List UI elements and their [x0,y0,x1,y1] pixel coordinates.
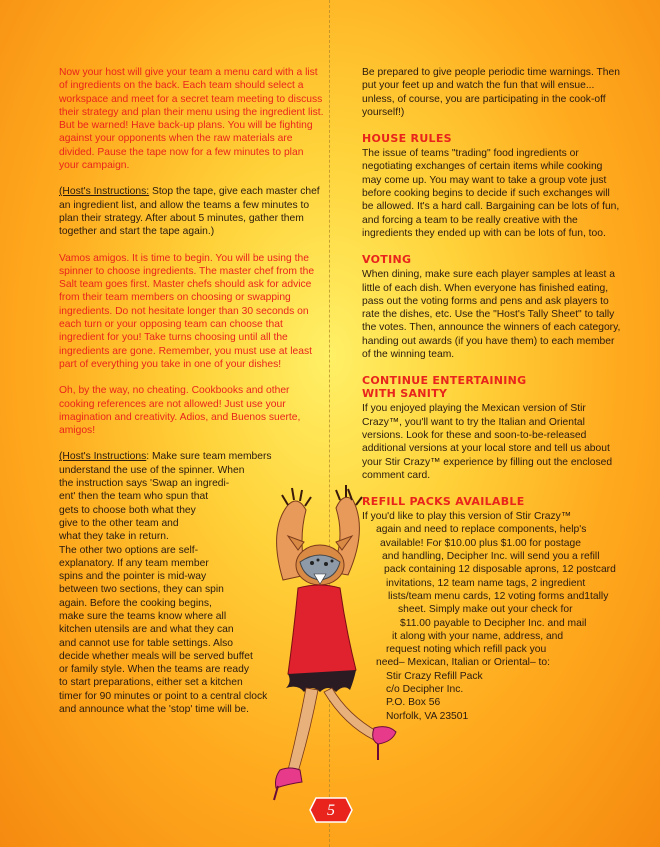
host2-line: spins and the pointer is mid-way [59,571,207,583]
continue-heading-line1: CONTINUE ENTERTAINING [362,374,527,388]
refill-line: lists/team menu cards, 12 voting forms and1tally [388,590,609,602]
intro-paragraph: Now your host will give your team a menu card with a list of ingredients on the back. Each team should select a workspace and meet for a secret team meeting to discuss their strategy and plan their menu using the ingredient list. But be warned! Have back-up plans. You will be fighting against your opponents when the raw materials are divided. Pause the tape now for a few minutes to plan your campaign. [59,67,324,172]
refill-line: request noting which refill pack you [386,644,547,656]
host-instructions-2-label: (Host's Instructions [59,451,147,463]
refill-line: and handling, Decipher Inc. will send you a refill [382,551,600,563]
voting-heading: VOTING [362,253,412,267]
host2-line: again. Before the cooking begins, [59,597,212,609]
refill-line: pack containing 12 disposable aprons, 12 postcard [384,564,616,576]
host2-line: kitchen utensils are and what they can [59,624,234,636]
host2-line: decide whether meals will be served buffet [59,650,253,662]
host2-line: give to the other team and [59,517,179,529]
host2-line: gets to choose both what they [59,504,196,516]
host-instructions-label: (Host's Instructions: [59,186,150,198]
continue-text: If you enjoyed playing the Mexican version of Stir Crazy™, you'll want to try the Italian and Oriental versions. Look for these and soon-to-be-released additional versions at your local store and tell us about your Stir Crazy™ experience by filling out the enclosed comment card. [362,403,613,481]
refill-line: sheet. Simply make out your check for [398,604,573,616]
vamos-paragraph: Vamos amigos. It is time to begin. You will be using the spinner to choose ingredients. The master chef from the Salt team goes first. Master chefs should ask for advice from their team members on choosing or swapping ingredients. Do not hesitate longer than 30 seconds on each turn or your opposing team can choose that ingredient for you! Take turns choosing until all the ingredients are gone. Remember, you must use at least part of everything you take in one of your dishes! [59,252,315,370]
voting-text: When dining, make sure each player samples at least a little of each dish. When everyone has finished eating, pass out the voting forms and pens and ask players to rate the dishes, etc. Use the "Host's Tally Sheet" to tally the votes. Then, announce the winners of each category, handing out awards (if you have them) to each member of the winning team. [362,269,621,361]
host-instructions-1 [59,185,324,238]
continue-heading-line2: WITH SANITY [362,387,448,401]
house-rules-section [362,132,624,240]
host2-line: make sure the teams know where all [59,610,227,622]
host2-line: understand the use of the spinner. When [59,464,245,476]
refill-line: invitations, 12 team name tags, 2 ingredient [386,577,586,589]
time-warnings-paragraph: Be prepared to give people periodic time warnings. Then put your feet up and watch the fun that will ensue... unless, of course, you are participating in the cook-off yourself!) [362,67,620,118]
continue-section [362,374,624,482]
host2-line: what they take in return. [59,531,169,543]
host2-line: : Make sure team members [146,451,272,463]
host2-line: explanatory. If any team member [59,557,209,569]
host2-line: and cannot use for table settings. Also [59,637,234,649]
refill-line: need– Mexican, Italian or Oriental– to: [376,657,551,669]
refill-line: again and need to replace components, help's [376,524,587,536]
refill-line: If you'd like to play this version of Stir Crazy™ [362,511,572,523]
page-number-badge [308,795,354,825]
house-rules-heading: HOUSE RULES [362,132,452,146]
host2-line: or family style. When the teams are ready [59,664,249,676]
refill-line: $11.00 payable to Decipher Inc. and mail [400,617,587,629]
refill-line: available! For $10.00 plus $1.00 for postage [380,537,581,549]
refill-line: it along with your name, address, and [392,630,564,642]
host2-line: ent' then the team who spun that [59,491,209,503]
address-line: c/o Decipher Inc. [386,683,464,695]
host2-line: to start preparations, either set a kitchen [59,677,243,689]
refill-heading: REFILL PACKS AVAILABLE [362,495,525,509]
host2-line: the instruction says 'Swap an ingredi- [59,478,230,490]
host2-line: timer for 90 minutes or point to a central clock [59,690,268,702]
continue-heading [362,374,624,400]
page-number: 5 [327,802,335,819]
host2-line: The other two options are self- [59,544,199,556]
house-rules-text: The issue of teams "trading" food ingredients or negotiating exchanges of certain items while cooking may come up. You may want to take a group vote just before cooking begins to decide if such exchanges will be allowed. It's a hard call. Bargaining can be lots of fun, and forcing a team to be really creative with the ingredients they ended up with can be lots of fun, too. [362,148,620,239]
host2-line: between two sections, they can spin [59,584,224,596]
host-instructions-text: Stop the tape, give each master chef an ingredient list, and allow the teams a few minutes to plan their strategy. After about 5 minutes, gather them together and start the tape again.) [59,186,320,238]
address-line: Stir Crazy Refill Pack [386,670,483,682]
dancing-chef-illustration [228,470,408,820]
address-line: Norfolk, VA 23501 [386,710,469,722]
address-line: P.O. Box 56 [386,697,441,709]
host2-line: and announce what the 'stop' time will be. [59,704,249,716]
cheating-paragraph: Oh, by the way, no cheating. Cookbooks and other cooking references are not allowed! Just use your imagination and creativity. Adios, and Buenos suerte, amigos! [59,385,301,437]
voting-section [362,253,624,361]
